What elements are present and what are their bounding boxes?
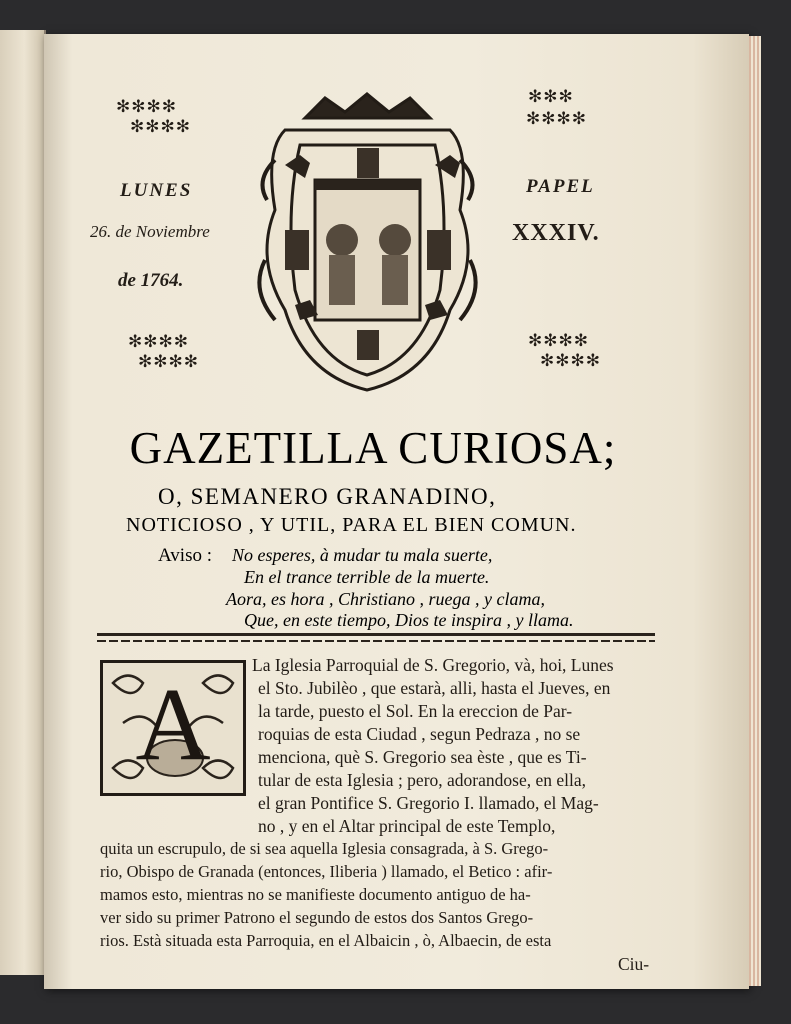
body-line: mamos esto, mientras no se manifieste documento antiguo de ha- xyxy=(100,885,531,904)
body-line: ver sido su primer Patrono el segundo de estos dos Santos Grego- xyxy=(100,908,534,927)
page-edge xyxy=(749,36,761,986)
body-line: roquias de esta Ciudad , segun Pedraza , no se xyxy=(258,724,581,744)
catchword: Ciu- xyxy=(618,954,650,974)
star-ornament: ✻✻✻✻ xyxy=(526,109,587,128)
header-year: de 1764. xyxy=(118,270,184,291)
star-ornament: ✻✻✻✻ xyxy=(130,117,191,136)
body-line: el Sto. Jubilèo , que estarà, alli, hasta el Jueves, en xyxy=(258,678,611,698)
divider xyxy=(97,633,655,636)
star-ornament: ✻✻✻ xyxy=(528,87,574,106)
initial-letter: A xyxy=(135,667,211,782)
subtitle-2: NOTICIOSO , Y UTIL, PARA EL BIEN COMUN. xyxy=(126,514,577,536)
body-line: no , y en el Altar principal de este Templo, xyxy=(258,816,556,836)
star-ornament: ✻✻✻✻ xyxy=(128,332,189,351)
aviso-line: Aora, es hora , Christiano , ruega , y clama, xyxy=(226,589,545,609)
page-title: GAZETILLA CURIOSA; xyxy=(129,423,617,473)
aviso-label: Aviso : xyxy=(158,545,213,566)
body-line: tular de esta Iglesia ; pero, adorandose, en ella, xyxy=(258,770,586,790)
body-line: La Iglesia Parroquial de S. Gregorio, và, hoi, Lunes xyxy=(252,655,614,675)
body-line: el gran Pontifice S. Gregorio I. llamado, el Mag- xyxy=(258,793,599,813)
left-facing-page xyxy=(0,30,46,975)
star-ornament: ✻✻✻✻ xyxy=(540,351,601,370)
star-ornament: ✻✻✻✻ xyxy=(116,97,177,116)
star-ornament: ✻✻✻✻ xyxy=(528,331,589,350)
header-date: 26. de Noviembre xyxy=(90,222,210,241)
header-paper-number: XXXIV. xyxy=(512,220,600,246)
body-line: quita un escrupulo, de si sea aquella Iglesia consagrada, à S. Grego- xyxy=(100,839,549,858)
divider xyxy=(97,640,655,642)
body-line: rios. Està situada esta Parroquia, en el Albaicin , ò, Albaecin, de esta xyxy=(100,931,552,950)
ornamental-initial xyxy=(100,660,246,796)
aviso-line: Que, en este tiempo, Dios te inspira , y llama. xyxy=(244,610,574,630)
star-ornament: ✻✻✻✻ xyxy=(138,352,199,371)
body-line: menciona, què S. Gregorio sea èste , que es Ti- xyxy=(258,747,587,767)
body-line: rio, Obispo de Granada (entonces, Iliberia ) llamado, el Betico : afir- xyxy=(100,862,553,881)
header-paper-label: PAPEL xyxy=(526,176,595,197)
aviso-line: En el trance terrible de la muerte. xyxy=(244,567,490,587)
subtitle-1: O, SEMANERO GRANADINO, xyxy=(158,484,497,509)
coat-of-arms-crest xyxy=(245,90,490,400)
aviso-line: No esperes, à mudar tu mala suerte, xyxy=(232,545,493,565)
body-line: la tarde, puesto el Sol. En la ereccion de Par- xyxy=(258,701,573,721)
header-day: LUNES xyxy=(120,180,193,201)
